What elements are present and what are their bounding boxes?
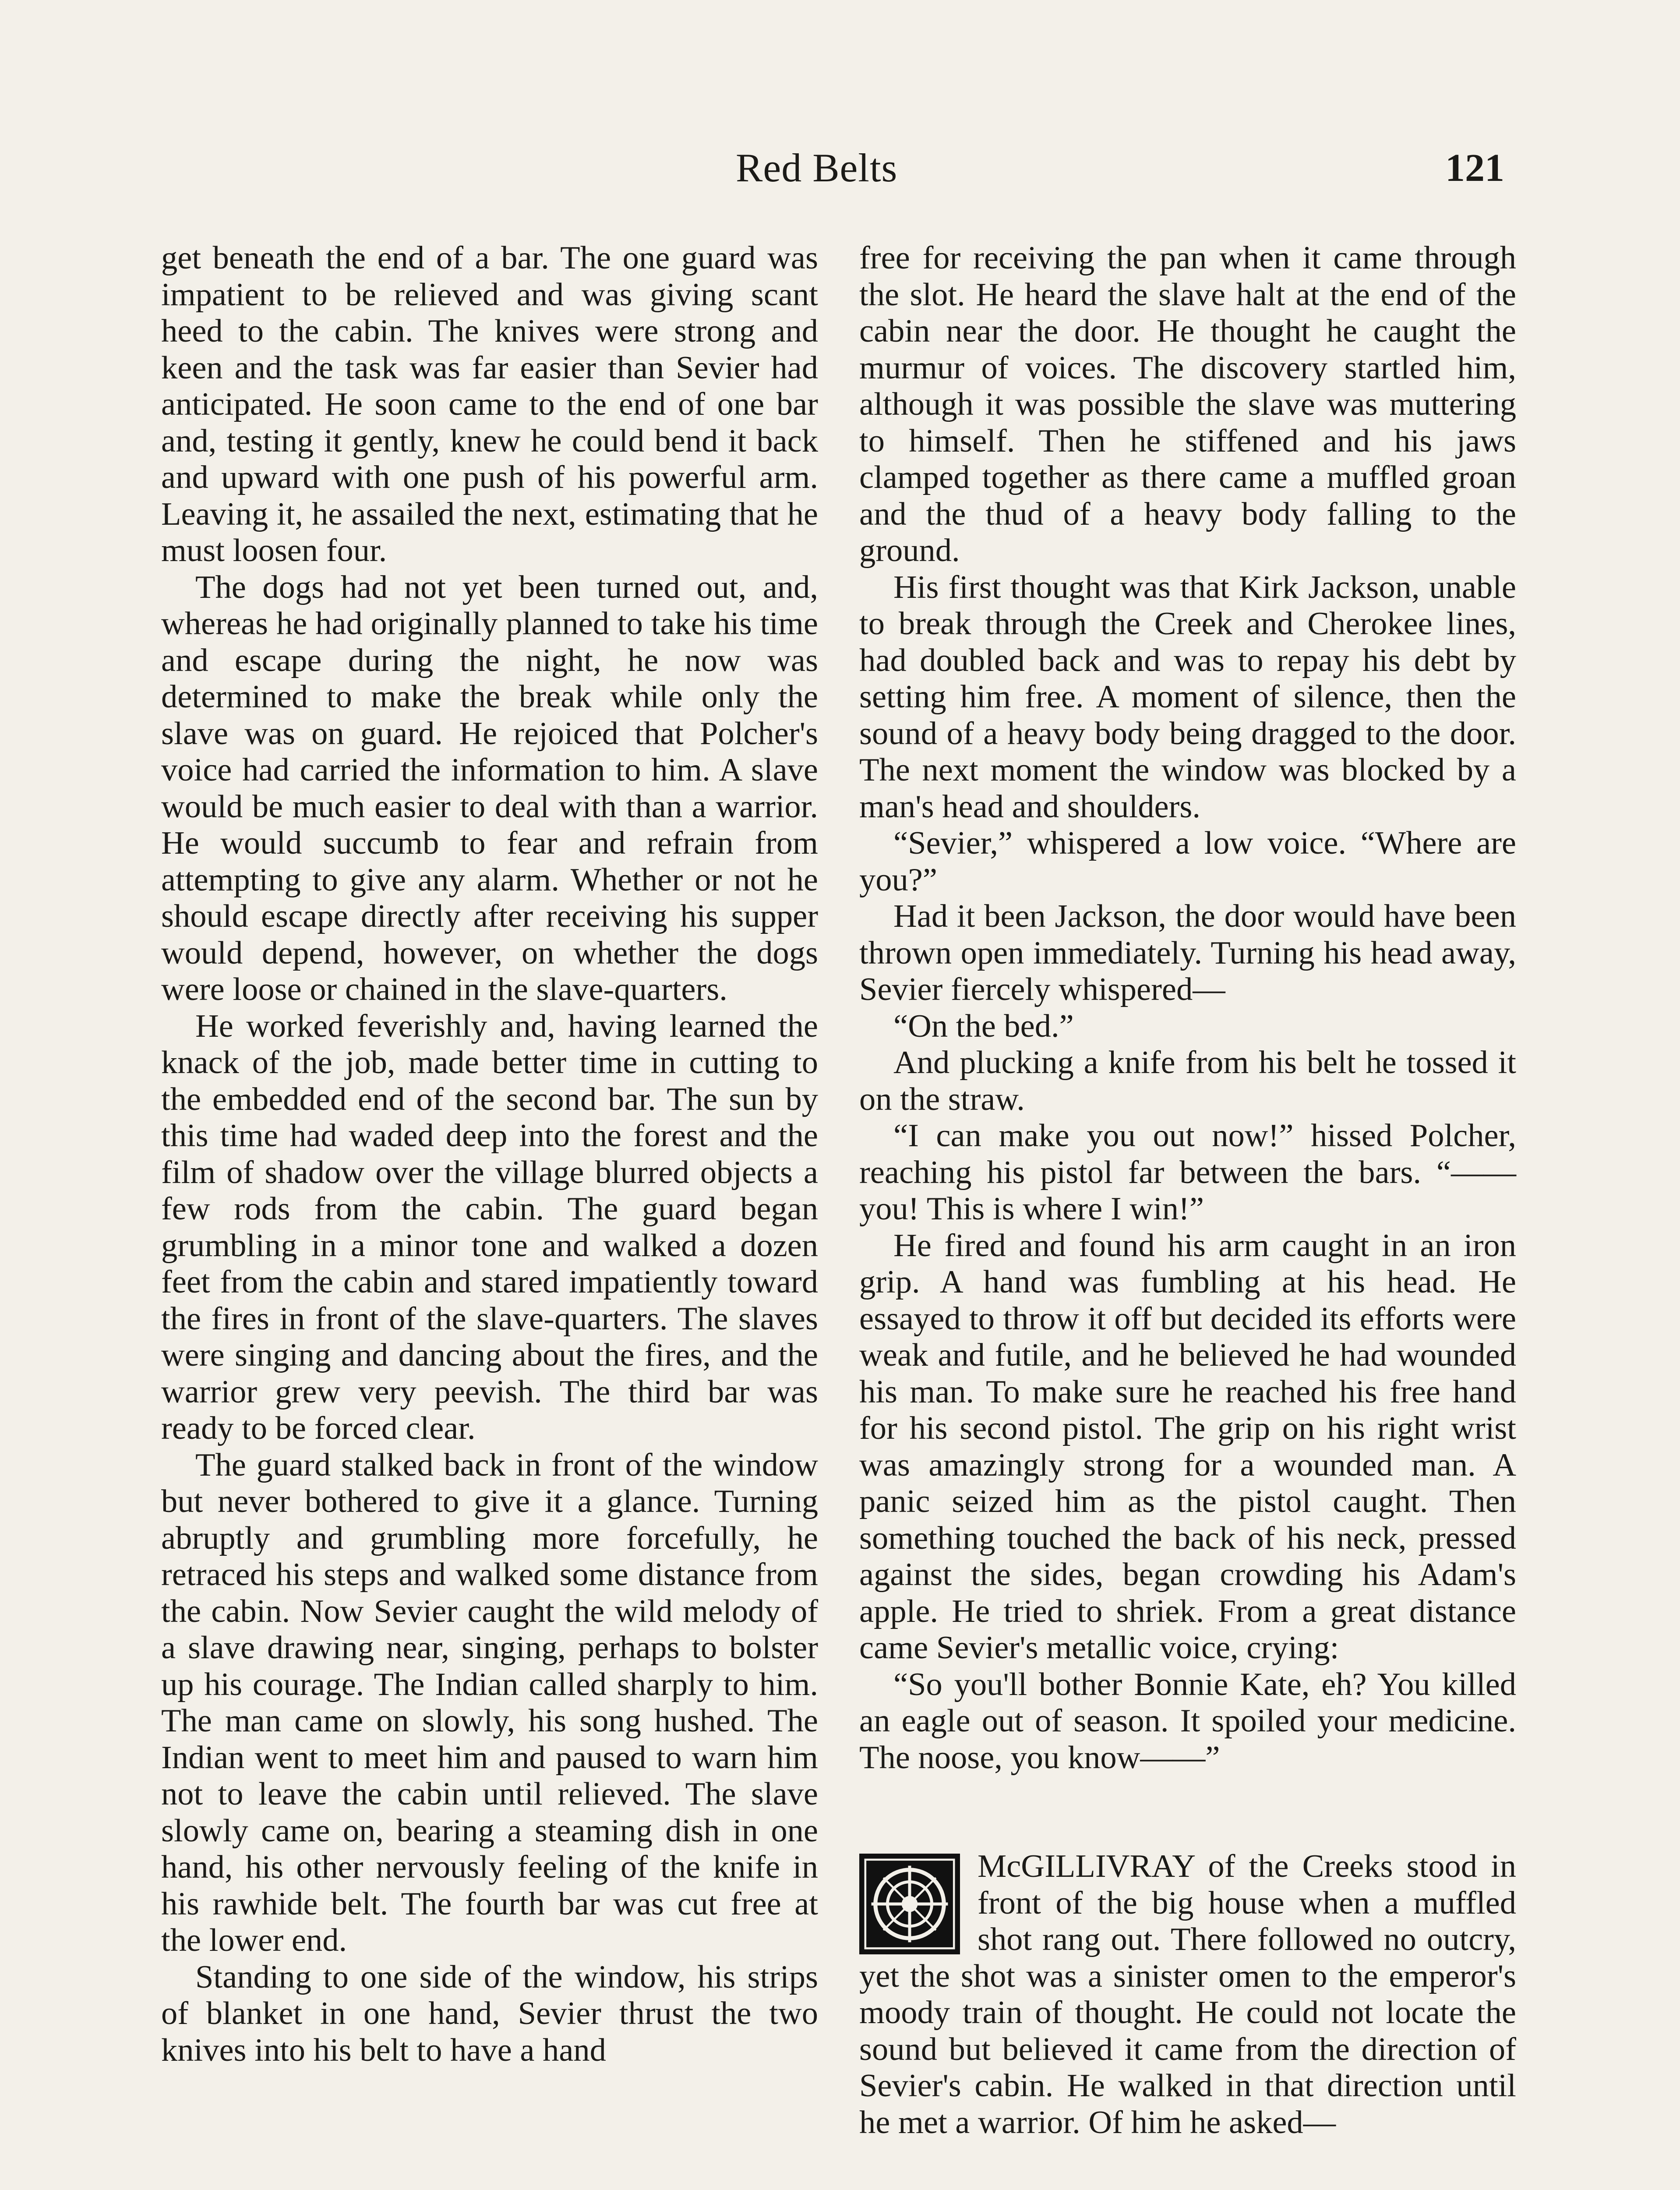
paragraph: Standing to one side of the window, his strips of blanket in one hand, Sevier thrust the two knives into his belt to have a hand xyxy=(161,1959,818,2068)
paragraph: He worked feverishly and, having learned the knack of the job, made better time in cutting to the embedded end of the second bar. The sun by this time had waded deep into the forest and the film of shadow over the village blurred objects a few rods from the cabin. The guard began grumbling in a minor tone and walked a dozen feet from the cabin and stared impatiently toward the fires in front of the slave-quarters. The slaves were singing and dancing about the fires, and the warrior grew very peevish. The third bar was ready to be forced clear. xyxy=(161,1008,818,1446)
paragraph: McGILLIVRAY of the Creeks stood in front of the big house when a muffled shot rang out. There followed no outcry, yet the shot was a sinister omen to the emperor's moody train of thought. He could not locate the sound but believed it came from the direction of Sevier's cabin. He walked in that direction until he met a warrior. Of him he asked— xyxy=(859,1848,1516,2141)
right-column xyxy=(859,240,1516,2141)
running-title: Red Belts xyxy=(736,145,898,190)
paragraph: “I can make you out now!” hissed Polcher, reaching his pistol far between the bars. “—— you! This is where I win!” xyxy=(859,1118,1516,1227)
section-start xyxy=(859,1848,1516,2141)
paragraph: His first thought was that Kirk Jackson, unable to break through the Creek and Cherokee lines, had doubled back and was to repay his debt by setting him free. A moment of silence, then the sound of a heavy body being dragged to the door. The next moment the window was blocked by a man's head and shoulders. xyxy=(859,569,1516,825)
paragraph: He fired and found his arm caught in an iron grip. A hand was fumbling at his head. He essayed to throw it off but decided its efforts were weak and futile, and he believed he had wounded his man. To make sure he reached his free hand for his second pistol. The grip on his right wrist was amazingly strong for a wounded man. A panic seized him as the pistol caught. Then something touched the back of his neck, pressed against the sides, began crowding his Adam's apple. He tried to shriek. From a great distance came Sevier's metallic voice, crying: xyxy=(859,1227,1516,1666)
paragraph: The guard stalked back in front of the window but never bothered to give it a glance. Turning abruptly and grumbling more forcefully, he retraced his steps and walked some distance from the cabin. Now Sevier caught the wild melody of a slave drawing near, singing, perhaps to bolster up his courage. The Indian called sharply to him. The man came on slowly, his song hushed. The Indian went to meet him and paused to warn him not to leave the cabin until relieved. The slave slowly came on, bearing a steaming dish in one hand, his other nervously feeling of the knife in his rawhide belt. The fourth bar was cut free at the lower end. xyxy=(161,1447,818,1958)
paragraph: “On the bed.” xyxy=(893,1008,1074,1044)
paragraph: get beneath the end of a bar. The one guard was impatient to be relieved and was giving scant heed to the cabin. The knives were strong and keen and the task was far easier than Sevier had anticipated. He soon came to the end of one bar and, testing it gently, knew he could bend it back and upward with one push of his powerful arm. Leaving it, he assailed the next, estimating that he must loosen four. xyxy=(161,240,818,569)
paragraph: And plucking a knife from his belt he tossed it on the straw. xyxy=(859,1045,1516,1117)
paragraph: The dogs had not yet been turned out, and, whereas he had originally planned to take his time and escape during the night, he now was determined to make the break while only the slave was on guard. He rejoiced that Polcher's voice had carried the information to him. A slave would be much easier to deal with than a warrior. He would succumb to fear and refrain from attempting to give any alarm. Whether or not he should escape directly after receiving his supper would depend, however, on whether the dogs were loose or chained in the slave-quarters. xyxy=(161,569,818,1007)
left-column xyxy=(161,240,818,2069)
page-header xyxy=(0,145,1680,197)
celtic-knot-icon xyxy=(859,1854,960,1954)
page-number: 121 xyxy=(1445,146,1504,190)
paragraph: “So you'll bother Bonnie Kate, eh? You killed an eagle out of season. It spoiled your medicine. The noose, you know——” xyxy=(859,1666,1516,1776)
paragraph: Had it been Jackson, the door would have been thrown open immediately. Turning his head away, Sevier fiercely whispered— xyxy=(859,898,1516,1007)
paragraph: “Sevier,” whispered a low voice. “Where are you?” xyxy=(859,825,1516,898)
paragraph: free for receiving the pan when it came through the slot. He heard the slave halt at the end of the cabin near the door. He thought he caught the murmur of voices. The discovery startled him, although it was possible the slave was muttering to himself. Then he stiffened and his jaws clamped together as there came a muffled groan and the thud of a heavy body falling to the ground. xyxy=(859,240,1516,569)
